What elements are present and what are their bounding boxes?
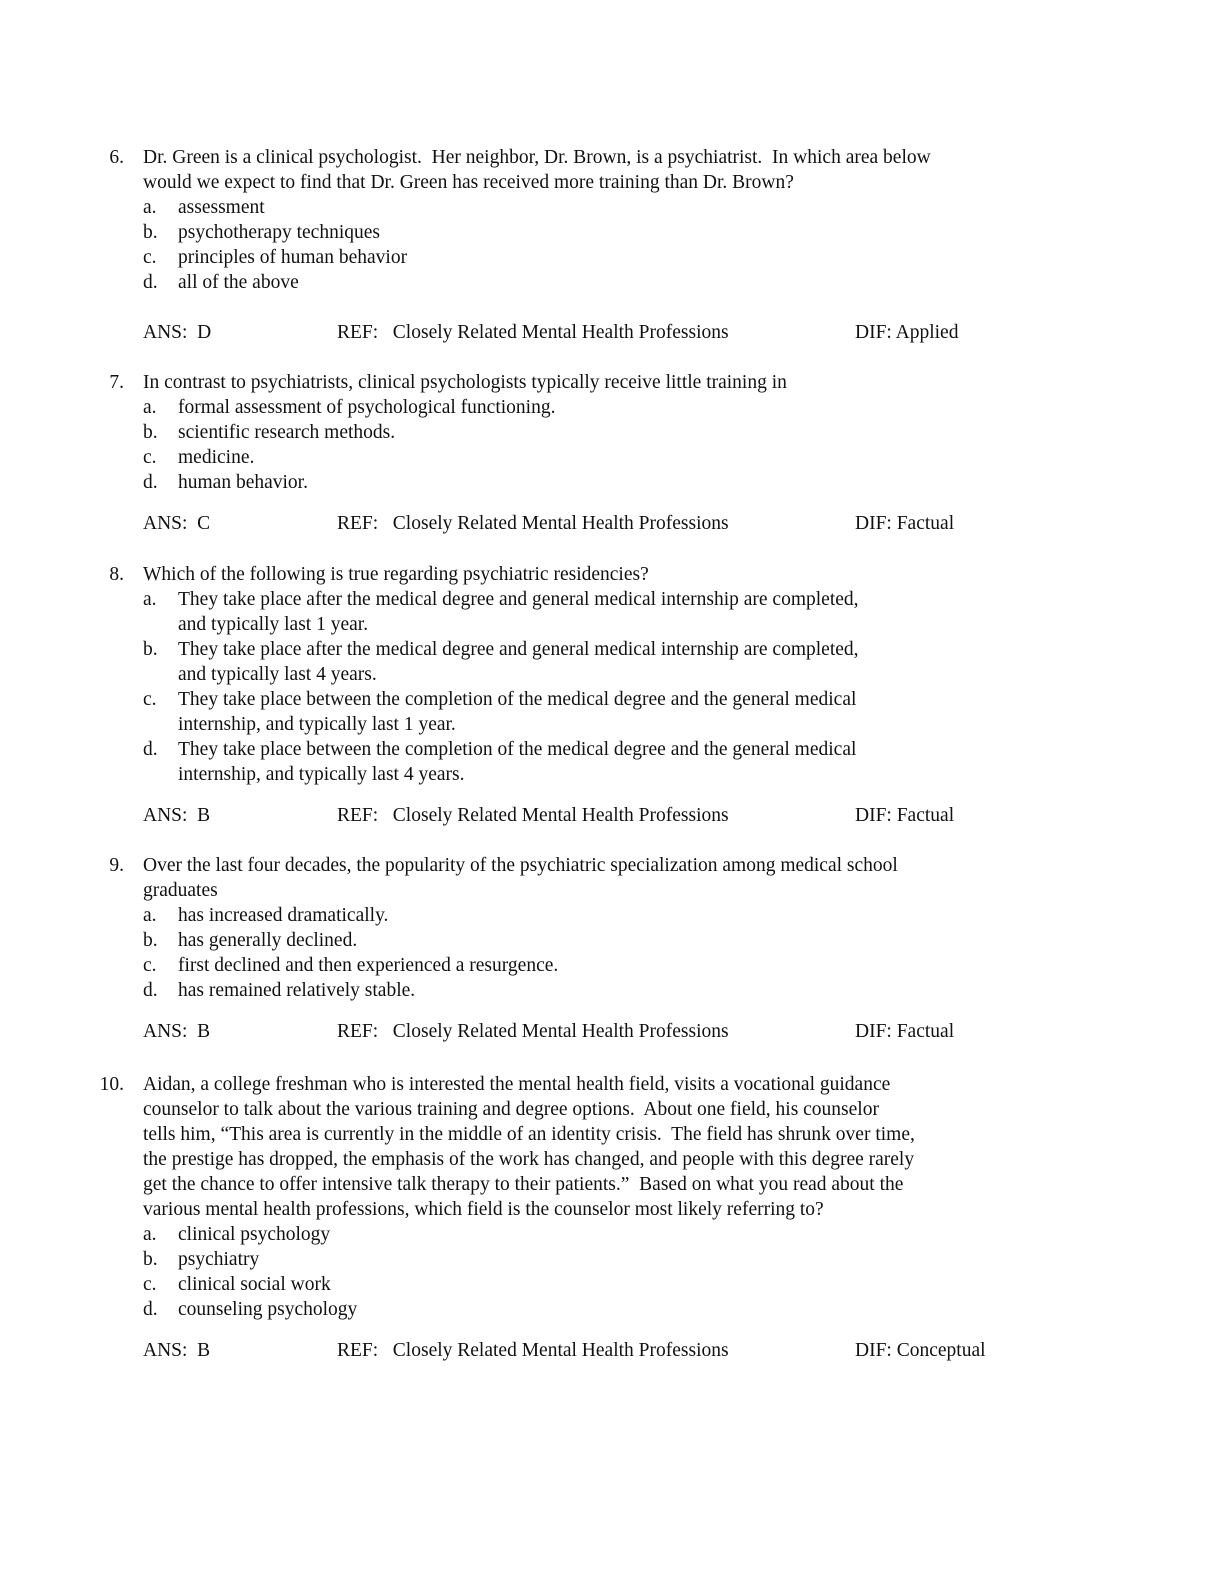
option-text: internship, and typically last 1 year. <box>178 714 456 735</box>
answer-key: ANS: B <box>143 1340 211 1361</box>
option-text: principles of human behavior <box>178 247 408 268</box>
option-letter: a. <box>143 589 157 610</box>
option-text: counseling psychology <box>178 1299 358 1320</box>
option-letter: b. <box>143 222 158 243</box>
option-text: human behavior. <box>178 472 308 493</box>
reference: REF: Closely Related Mental Health Professions <box>337 805 729 826</box>
option-text: formal assessment of psychological functioning. <box>178 397 556 418</box>
option-text: clinical psychology <box>178 1224 331 1245</box>
option-text: medicine. <box>178 447 255 468</box>
question-stem: Over the last four decades, the popularity of the psychiatric specialization among medical school <box>143 855 898 876</box>
question-stem: Aidan, a college freshman who is interested the mental health field, visits a vocational guidance <box>143 1074 891 1095</box>
reference: REF: Closely Related Mental Health Professions <box>337 322 729 343</box>
reference: REF: Closely Related Mental Health Professions <box>337 513 729 534</box>
option-letter: a. <box>143 197 157 218</box>
option-letter: b. <box>143 1249 158 1270</box>
option-letter: b. <box>143 930 158 951</box>
question-number: 6. <box>109 147 124 168</box>
difficulty: DIF: Applied <box>855 322 959 343</box>
option-text: They take place after the medical degree and general medical internship are completed, <box>178 639 859 660</box>
option-text: has increased dramatically. <box>178 905 389 926</box>
option-letter: a. <box>143 397 157 418</box>
option-letter: d. <box>143 739 158 760</box>
option-text: assessment <box>178 197 265 218</box>
question-number: 8. <box>109 564 124 585</box>
question-number: 9. <box>109 855 124 876</box>
question-stem: Dr. Green is a clinical psychologist. Her neighbor, Dr. Brown, is a psychiatrist. In which area below <box>143 147 931 168</box>
option-text: psychiatry <box>178 1249 260 1270</box>
option-letter: d. <box>143 980 158 1001</box>
answer-key: ANS: B <box>143 805 211 826</box>
option-text: and typically last 1 year. <box>178 614 369 635</box>
question-stem: counselor to talk about the various training and degree options. About one field, his counselor <box>143 1099 879 1120</box>
answer-key: ANS: D <box>143 322 212 343</box>
option-text: scientific research methods. <box>178 422 396 443</box>
option-text: clinical social work <box>178 1274 331 1295</box>
option-letter: d. <box>143 272 158 293</box>
answer-key: ANS: C <box>143 513 211 534</box>
question-stem: In contrast to psychiatrists, clinical psychologists typically receive little training in <box>143 372 787 393</box>
question-stem: would we expect to find that Dr. Green has received more training than Dr. Brown? <box>143 172 794 193</box>
option-text: psychotherapy techniques <box>178 222 380 243</box>
option-letter: b. <box>143 422 158 443</box>
option-letter: c. <box>143 247 157 268</box>
option-text: They take place between the completion of the medical degree and the general medical <box>178 689 857 710</box>
option-letter: c. <box>143 955 157 976</box>
option-text: and typically last 4 years. <box>178 664 377 685</box>
question-stem: get the chance to offer intensive talk therapy to their patients.” Based on what you read about the <box>143 1174 904 1195</box>
question-number: 7. <box>109 372 124 393</box>
difficulty: DIF: Factual <box>855 1021 955 1042</box>
option-text: first declined and then experienced a resurgence. <box>178 955 559 976</box>
question-stem: the prestige has dropped, the emphasis of the work has changed, and people with this degree rarely <box>143 1149 915 1170</box>
difficulty: DIF: Factual <box>855 513 955 534</box>
difficulty: DIF: Conceptual <box>855 1340 986 1361</box>
option-text: has generally declined. <box>178 930 358 951</box>
option-text: all of the above <box>178 272 299 293</box>
question-stem: Which of the following is true regarding psychiatric residencies? <box>143 564 649 585</box>
option-letter: b. <box>143 639 158 660</box>
option-letter: c. <box>143 1274 157 1295</box>
question-stem: tells him, “This area is currently in the middle of an identity crisis. The field has shrunk over time, <box>143 1124 915 1145</box>
reference: REF: Closely Related Mental Health Professions <box>337 1340 729 1361</box>
option-letter: d. <box>143 1299 158 1320</box>
difficulty: DIF: Factual <box>855 805 955 826</box>
question-stem: graduates <box>143 880 218 901</box>
option-text: internship, and typically last 4 years. <box>178 764 465 785</box>
option-letter: a. <box>143 905 157 926</box>
option-letter: d. <box>143 472 158 493</box>
reference: REF: Closely Related Mental Health Professions <box>337 1021 729 1042</box>
option-letter: a. <box>143 1224 157 1245</box>
option-text: has remained relatively stable. <box>178 980 416 1001</box>
question-number: 10. <box>99 1074 124 1095</box>
option-letter: c. <box>143 689 157 710</box>
option-text: They take place after the medical degree and general medical internship are completed, <box>178 589 859 610</box>
answer-key: ANS: B <box>143 1021 211 1042</box>
option-text: They take place between the completion of the medical degree and the general medical <box>178 739 857 760</box>
question-stem: various mental health professions, which field is the counselor most likely referring to? <box>143 1199 824 1220</box>
option-letter: c. <box>143 447 157 468</box>
